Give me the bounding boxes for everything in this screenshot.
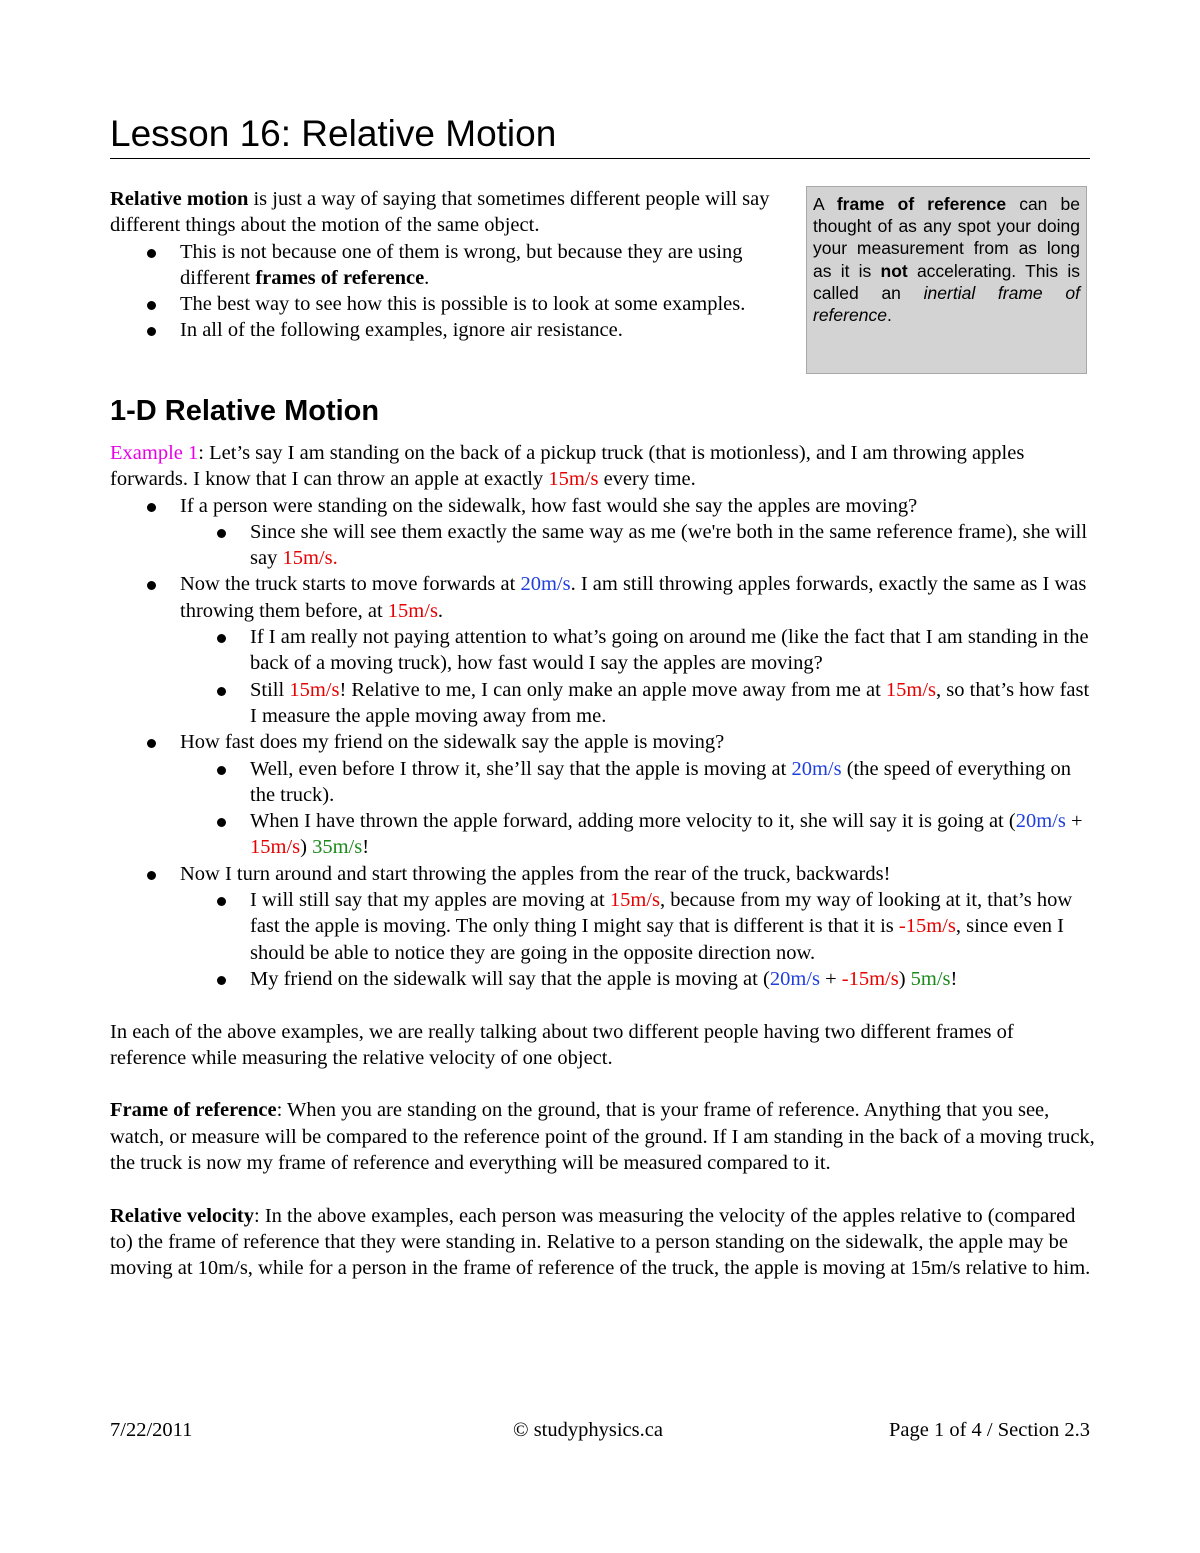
example-text: : Let’s say I am standing on the back of a pickup truck (that is motionless), and I am throwing apples forwards. I know that I can throw an apple at exactly — [110, 442, 1025, 491]
sidebox-span: . — [886, 305, 892, 326]
bullet-text: , since even I should be able to notice they are going in the opposite direction now. — [250, 915, 1065, 964]
bullet-text: + — [1065, 810, 1083, 833]
footer-site: © studyphysics.ca — [513, 1419, 663, 1441]
bullet-text: ) — [898, 967, 911, 990]
definition-term: Relative velocity — [110, 1204, 255, 1227]
page-title: Lesson 16: Relative Motion — [110, 112, 1090, 159]
example-text: every time. — [598, 468, 696, 491]
list-item — [180, 519, 1095, 572]
definition-text: : In the above examples, each person was measuring the velocity of the apples relative to (compared to) the frame of reference that they were standing in. Relative to a person standing on the sidewalk, the apple may be moving at 10m/s, while for a person in the frame of reference of the truck, the apple is moving at 15m/s relative to him. — [110, 1204, 1091, 1280]
bullet-text: If a person were standing on the sidewalk, how fast would she say the apples are moving? — [180, 494, 918, 517]
list-item — [180, 966, 1095, 992]
list-item — [180, 677, 1095, 730]
section-heading: 1-D Relative Motion — [110, 395, 380, 427]
example-paragraph — [110, 440, 1095, 493]
example-bullets — [110, 493, 1095, 993]
frame-definition — [110, 1097, 1095, 1176]
bullet-text: I will still say that my apples are moving at — [250, 889, 610, 912]
speed-value: 15m/s. — [282, 547, 338, 570]
bullet-text: . I am still throwing apples forwards, exactly the same as I was throwing them before, at — [180, 573, 1087, 622]
bullet-text: . — [437, 599, 444, 622]
speed-value: 15m/s — [548, 468, 599, 491]
bullet-text: . — [424, 266, 430, 289]
intro-bullets — [110, 239, 800, 344]
speed-value: 15m/s — [387, 599, 438, 622]
bullet-text: When I have thrown the apple forward, adding more velocity to it, she will say it is going at ( — [250, 810, 1016, 833]
sidebox-text — [813, 193, 1080, 326]
bullet-text: My friend on the sidewalk will say that the apple is moving at ( — [250, 967, 770, 990]
bullet-text: How fast does my friend on the sidewalk say the apple is moving? — [180, 731, 725, 754]
definition-text: : When you are standing on the ground, that is your frame of reference. Anything that you see, watch, or measure will be compared to the reference point of the ground. If I am standing in the back of a moving truck, the truck is now my frame of reference and everything will be measured compared to it. — [110, 1099, 1095, 1175]
bullet-text: ) — [300, 836, 313, 859]
sidebox-italic-term: inertial frame of reference — [813, 282, 1080, 326]
sub-bullets — [180, 756, 1095, 861]
section-body — [110, 440, 1095, 1282]
list-item: In all of the following examples, ignore air resistance. — [110, 317, 800, 343]
bullet-text: This is not because one of them is wrong, but because they are using different — [180, 240, 743, 289]
bullet-text: , because from my way of looking at it, that’s how fast the apple is moving. The only thing I might say that is different is that it is — [250, 889, 1073, 938]
list-item — [110, 493, 1095, 572]
bullet-text: ! — [362, 836, 370, 859]
definition-sidebox — [806, 186, 1087, 374]
sidebox-span: A — [813, 194, 837, 214]
bullet-text: Still — [250, 678, 290, 701]
intro-section — [110, 186, 800, 344]
definition-term: Frame of reference — [110, 1099, 277, 1122]
sidebox-term: frame of reference — [836, 194, 1007, 214]
speed-value: 20m/s — [520, 573, 571, 596]
bullet-text: , so that’s how fast I measure the apple moving away from me. — [250, 678, 1090, 727]
list-item — [110, 861, 1095, 992]
list-item — [180, 887, 1095, 966]
bullet-text: Since she will see them exactly the same way as me (we're both in the same reference frame), she will say — [250, 520, 1088, 570]
footer-page-number: Page 1 of 4 / Section 2.3 — [889, 1419, 1090, 1441]
bullet-text: ! — [950, 967, 958, 990]
paragraph-gap — [110, 1071, 1095, 1097]
sub-bullets — [180, 887, 1095, 992]
speed-value: -15m/s — [841, 967, 899, 990]
list-item — [110, 729, 1095, 860]
bullet-text: Now the truck starts to move forwards at — [180, 573, 521, 596]
speed-value: 15m/s — [885, 678, 937, 701]
list-item: If I am really not paying attention to what’s going on around me (like the fact that I am standing in the back of a moving truck), how fast would I say the apples are moving? — [180, 624, 1095, 677]
intro-paragraph — [110, 186, 800, 239]
speed-value: 15m/s — [289, 678, 340, 701]
bullet-text: Now I turn around and start throwing the apples from the rear of the truck, backwards! — [180, 862, 891, 885]
bullet-text: (the speed of everything on the truck). — [250, 757, 1071, 806]
list-item — [110, 571, 1095, 729]
speed-value: -15m/s — [898, 915, 956, 938]
example-label: Example 1 — [110, 442, 199, 464]
speed-value: 20m/s — [769, 967, 820, 990]
sidebox-span: accelerating. This is called an — [813, 260, 1080, 303]
speed-value: 20m/s — [1015, 810, 1066, 833]
sidebox-span: can be thought of as any spot your doing your measurement from as long as it is — [813, 194, 1081, 281]
bullet-text: + — [819, 967, 842, 990]
speed-value: 15m/s — [609, 889, 660, 912]
bullet-text: ! Relative to me, I can only make an apple move away from me at — [339, 678, 886, 701]
sub-bullets — [180, 624, 1095, 729]
speed-value: 5m/s — [910, 967, 951, 990]
bullet-term: frames of reference — [255, 266, 425, 289]
paragraph-gap — [110, 1176, 1095, 1202]
list-item: The best way to see how this is possible is to look at some examples. — [110, 291, 800, 317]
list-item — [180, 756, 1095, 809]
summary-paragraph: In each of the above examples, we are really talking about two different people having two different frames of reference while measuring the relative velocity of one object. — [110, 1020, 1014, 1069]
speed-value: 15m/s — [250, 836, 301, 859]
speed-value: 20m/s — [791, 757, 842, 780]
intro-text: is just a way of saying that sometimes different people will say different things about the motion of the same object. — [110, 188, 770, 237]
intro-term: Relative motion — [110, 188, 249, 210]
velocity-definition — [110, 1203, 1095, 1282]
bullet-text: Well, even before I throw it, she’ll say that the apple is moving at — [250, 757, 792, 780]
sub-bullets — [180, 519, 1095, 572]
list-item — [110, 239, 800, 292]
list-item — [180, 808, 1095, 861]
paragraph-gap — [110, 992, 1095, 1018]
speed-value: 35m/s — [312, 836, 363, 859]
sidebox-emphasis: not — [880, 260, 908, 281]
footer-date: 7/22/2011 — [110, 1419, 193, 1441]
page-footer — [110, 1416, 1090, 1444]
